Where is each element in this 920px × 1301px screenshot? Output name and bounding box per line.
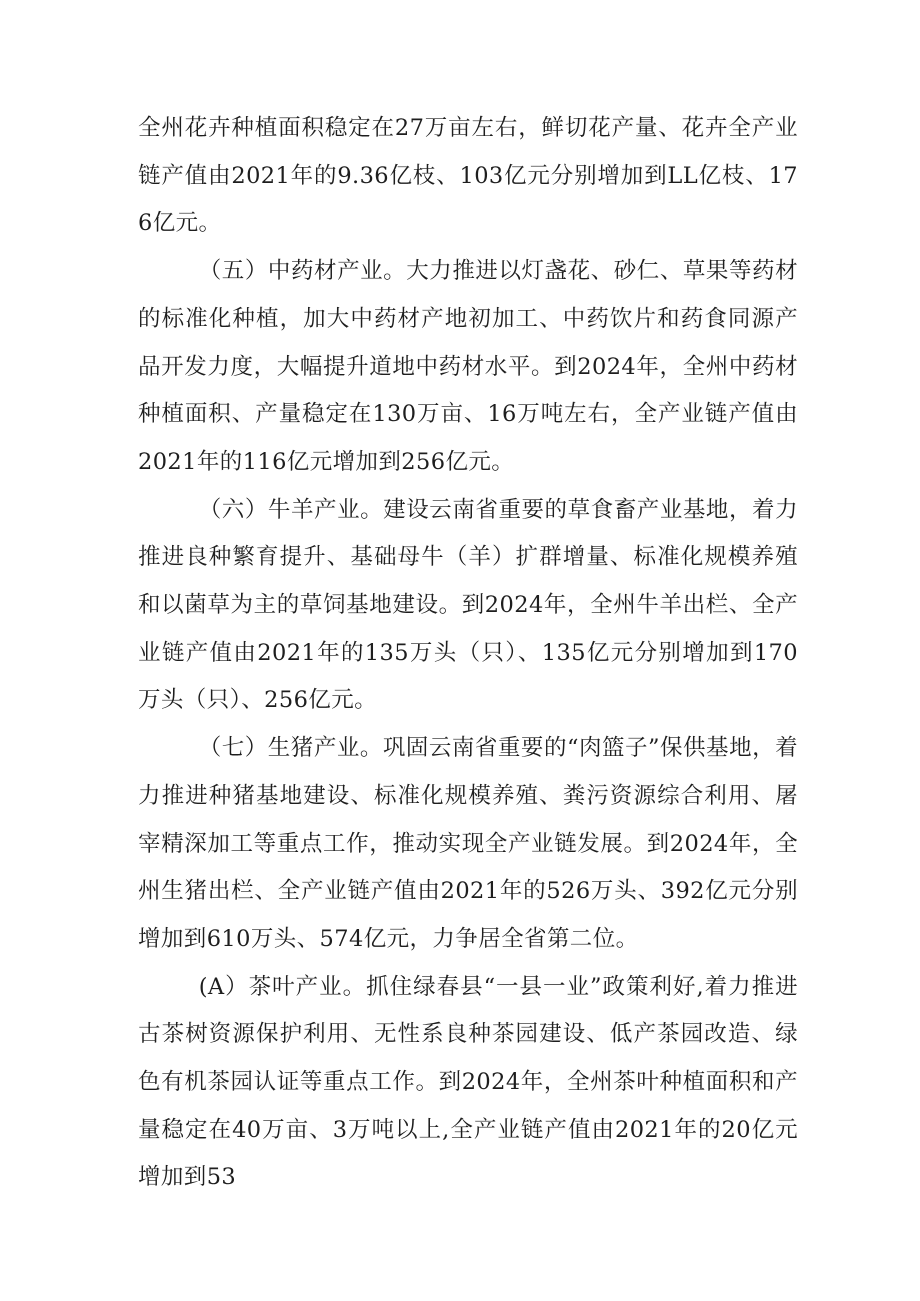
paragraph-flowers-continued: 全州花卉种植面积稳定在27万亩左右，鲜切花产量、花卉全产业链产值由2021年的9.36亿枝、103亿元分别增加到LL亿枝、176亿元。 — [138, 115, 798, 237]
paragraph-pigs: （七）生猪产业。巩固云南省重要的“肉篮子”保供基地，着力推进种猪基地建设、标准化规模养殖、粪污资源综合利用、屠宰精深加工等重点工作，推动实现全产业链发展。到2024年，全州生猪出栏、全产业链产值由2021年的526万头、392亿元分别增加到610万头、574亿元，力争居全省第二位。 — [138, 735, 798, 952]
paragraph-cattle-sheep: （六）牛羊产业。建设云南省重要的草食畜产业基地，着力推进良种繁育提升、基础母牛（羊）扩群增量、标准化规模养殖和以菌草为主的草饲基地建设。到2024年，全州牛羊出栏、全产业链产值由2021年的135万头（只）、135亿元分别增加到170万头（只）、256亿元。 — [138, 496, 798, 714]
document-body — [138, 105, 798, 1202]
paragraph-medicinal-herbs: （五）中药材产业。大力推进以灯盏花、砂仁、草果等药材的标准化种植，加大中药材产地初加工、中药饮片和药食同源产品开发力度，大幅提升道地中药材水平。到2024年，全州中药材种植面积、产量稳定在130万亩、16万吨左右，全产业链产值由2021年的116亿元增加到256亿元。 — [138, 258, 798, 475]
paragraph-tea: (A）茶叶产业。抓住绿春县“一县一业”政策利好,着力推进古茶树资源保护利用、无性系良种茶园建设、低产茶园改造、绿色有机茶园认证等重点工作。到2024年，全州茶叶种植面积和产量稳定在40万亩、3万吨以上,全产业链产值由2021年的20亿元增加到53 — [138, 973, 798, 1191]
